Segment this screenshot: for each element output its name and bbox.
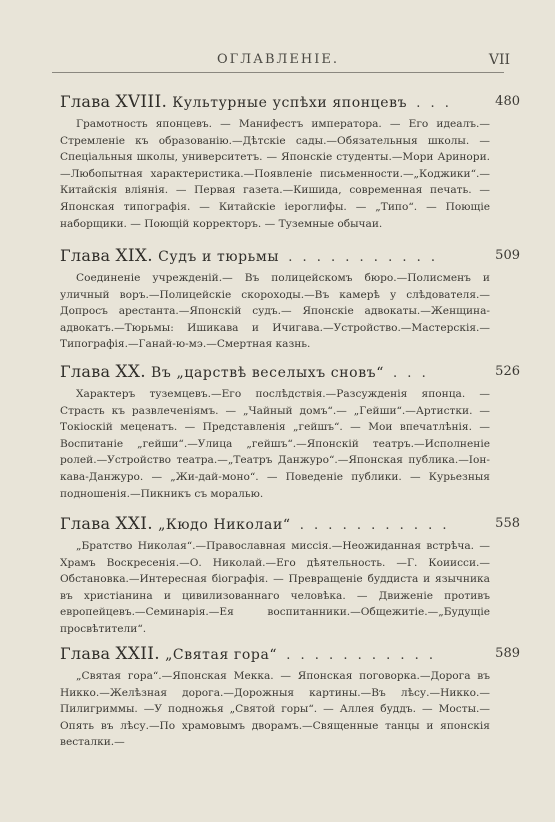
chapter-entry-21 [60, 514, 520, 638]
chapter-entry-18 [60, 92, 520, 232]
running-head-rule [52, 72, 504, 73]
chapter-number: XXI. [115, 514, 153, 534]
chapter-summary: „Святая гора“.—Японская Мекка. — Японская поговорка.—Дорога въ Никко.—Желѣзная дорога.—Дорожныя картины.—Въ лѣсу.—Никко.—Пилигриммы. —У подножья „Святой горы“. — Аллея буддъ. — Мосты.—Опять въ лѣсу.—По храмовымъ дворамъ.—Священные танцы и японскія весталки.— [60, 670, 490, 749]
leader-dots: . . . . . . . . . . . [286, 648, 437, 663]
chapter-page-number: 526 [495, 364, 520, 379]
leader-dots: . . . [393, 366, 429, 381]
chapter-summary: „Братство Николая“.—Православная миссія.—Неожиданная встрѣча. — Храмъ Воскресенія.—О. Николай.—Его дѣятельность. —Г. Коиисси.—Обстановка.—Интересная біографія. — Превращеніе буддиста и язычника въ христіанина и цивилизованнаго человѣка. — Движеніе противъ европейцевъ.—Семинарія.—Ея воспитанники.—Общежитіе.—„Будущіе просвѣтители“. [60, 540, 490, 635]
chapter-title: Въ „царствѣ веселыхъ сновъ“ [151, 365, 384, 381]
chapter-title: „Святая гора“ [165, 647, 278, 663]
chapter-heading [60, 246, 520, 266]
chapter-entry-19 [60, 246, 520, 353]
chapter-summary: Характеръ туземцевъ.—Его послѣдствія.—Разсужденія японца. — Страсть къ развлеченіямъ. — „Чайный домъ“.— „Гейши“.—Артистки. — Токіоскій меценатъ. — Представленія „гейшъ“. — Мои впечатлѣнія. — Воспитаніе „гейши“.—Улица „гейшъ“.—Японскій театръ.—Исполненіе ролей.—Устройство театра.—„Театръ Данжуро“.—Японская публика.—Іон-кава-Данжуро. — „Жи-дай-моно“. — Поведеніе публики. — Курьезныя подношенія.—Пикникъ съ моралью. [60, 388, 490, 500]
chapter-summary: Грамотность японцевъ. — Манифестъ императора. — Его идеалъ.—Стремленіе къ образованію.—Дѣтскіе сады.—Обязательныя школы. — Спеціальныя школы, университетъ. — Японскіе студенты.—Мори Аринори.—Любопытная характеристика.—Появленіе письменности.—„Коджики“.—Китайскія вліянія. — Первая газета.—Кишида, современная печать. — Японская типографія. — Китайскіе іероглифы. — „Типо“. — Поющіе наборщики. — Поющій корректоръ. — Туземные обычаи. [60, 118, 490, 230]
chapter-label: Глава [60, 362, 111, 381]
running-head [52, 52, 510, 74]
leader-dots: . . . [416, 96, 452, 111]
chapter-title: Культурные успѣхи японцевъ [172, 95, 408, 111]
chapter-page-number: 589 [495, 646, 520, 661]
chapter-heading [60, 92, 520, 112]
chapter-title: „Кюдо Николаи“ [158, 517, 291, 533]
chapter-label: Глава [60, 92, 111, 111]
chapter-heading [60, 514, 520, 534]
chapter-number: XIX. [115, 246, 153, 266]
chapter-heading [60, 362, 520, 382]
chapter-title: Судъ и тюрьмы [158, 249, 280, 265]
chapter-entry-20 [60, 362, 520, 502]
chapter-number: XX. [115, 362, 146, 382]
chapter-page-number: 480 [495, 94, 520, 109]
leader-dots: . . . . . . . . . . . [288, 250, 438, 265]
chapter-page-number: 509 [495, 248, 520, 263]
chapter-number: XVIII. [115, 92, 168, 112]
chapter-heading [60, 644, 520, 664]
chapter-label: Глава [60, 644, 111, 663]
chapter-summary: Соединеніе учрежденій.— Въ полицейскомъ бюро.—Полисменъ и уличный воръ.—Полицейскіе скороходы.—Въ камерѣ у слѣдователя.—Допросъ арестанта.—Японскій судъ.— Японскіе адвокаты.—Женщина-адвокатъ.—Тюрьмы: Ишикава и Ичигава.—Устройство.—Мастерскія.—Типографія.—Ганай-ю-мэ.—Смертная казнь. [60, 272, 490, 351]
running-head-title: ОГЛАВЛЕНІЕ. [217, 52, 339, 67]
chapter-number: XXII. [115, 644, 160, 664]
chapter-label: Глава [60, 246, 111, 265]
running-head-page-number: VII [488, 52, 510, 68]
chapter-entry-22 [60, 644, 520, 751]
chapter-page-number: 558 [495, 516, 520, 531]
leader-dots: . . . . . . . . . . . [299, 518, 450, 533]
chapter-label: Глава [60, 514, 111, 533]
